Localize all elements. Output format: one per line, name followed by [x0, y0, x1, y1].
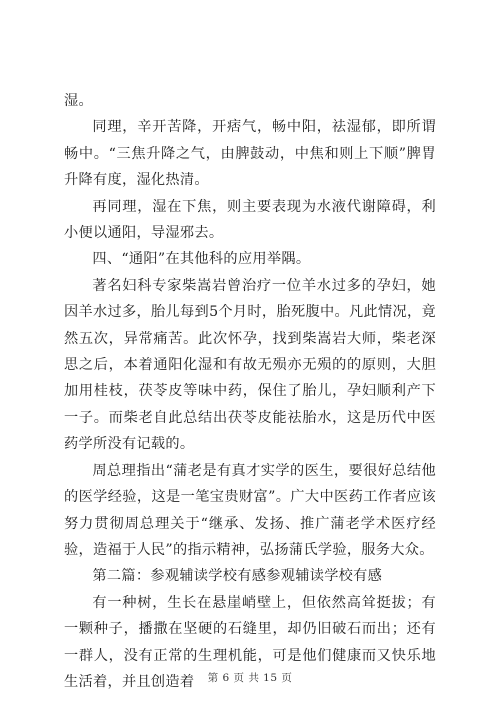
- article-two-title: 第二篇：参观辅读学校有感参观辅读学校有感: [92, 568, 383, 585]
- section-heading-4: 四、“通阳”在其他科的应用举隅。: [92, 251, 311, 268]
- paragraph-lower-jiao: 再同理，湿在下焦，则主要表现为水液代谢障碍，利小便以通阳，导湿邪去。: [64, 198, 436, 242]
- document-body: [64, 88, 436, 695]
- paragraph-zhou-premier: 周总理指出“蒲老是有真才实学的医生，要很好总结他的医学经验，这是一笔宝贵财富”。广大中医药工作者应该努力贯彻周总理关于“继承、发扬、推广蒲老学术医疗经验，造福于人民”的指示精神，弘扬蒲氏学验，服务大众。: [64, 462, 436, 558]
- paragraph-middle-jiao: 同理，辛开苦降，开痞气，畅中阳，祛湿郁，即所谓畅中。“三焦升降之气，由脾鼓动，中焦和则上下顺”脾胃升降有度，湿化热清。: [64, 119, 436, 189]
- page-number-footer: 第 6 页 共 15 页: [207, 672, 293, 684]
- paragraph-tree-metaphor: 有一种树，生长在悬崖峭壁上，但依然高耸挺拔；有一颗种子，播撒在坚硬的石缝里，却仍旧破石而出；还有一群人，没有正常的生理机能，可是他们健康而又快乐地生活着，并且创造着: [64, 594, 436, 690]
- paragraph-continuation: 湿。: [64, 93, 93, 109]
- paragraph-chai-songyan: 著名妇科专家柴嵩岩曾治疗一位羊水过多的孕妇，她因羊水过多，胎儿每到5个月时，胎死腹中。凡此情况，竟然五次，异常痛苦。此次怀孕，找到柴嵩岩大师，柴老深思之后，本着通阳化湿和有故无殒亦无殒的的原则，大胆加用桂枝，茯苓皮等味中药，保住了胎儿，孕妇顺利产下一子。而柴老自此总结出茯苓皮能祛胎水，这是历代中医药学所没有记载的。: [64, 277, 436, 453]
